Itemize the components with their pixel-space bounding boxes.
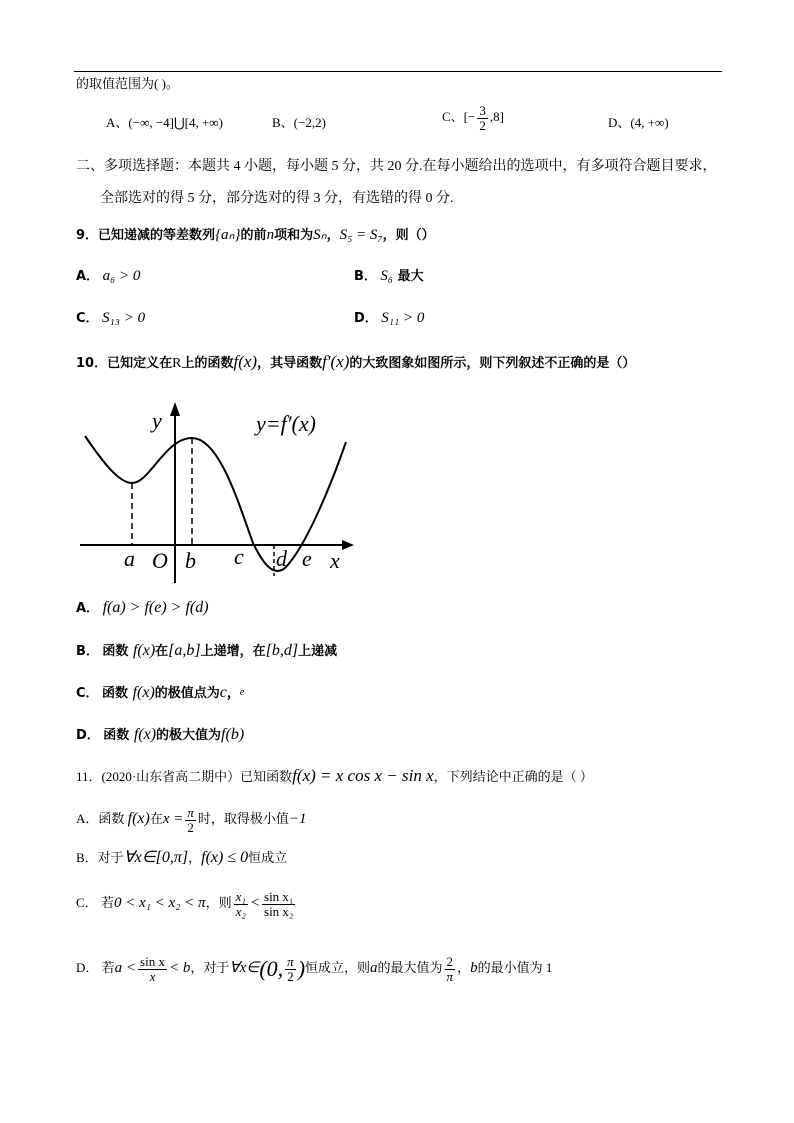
q11-option-d: D． 若a < $\frac{\text{sin x}}{x}$ < b，对于∀x∈(0, $\frac{\pi}{2}$ )恒成立，则a的最大值为 $\frac{2}{\pi}$ ，b的最小值为 1 (76, 954, 553, 984)
tick-label-a: a (124, 546, 135, 571)
y-label: y (152, 408, 162, 433)
header-rule (74, 71, 722, 72)
tick-label-e: e (302, 546, 312, 571)
q11-option-c: C． 若0 < x₁ < x₂ < π，则 $\frac{\text{x₁}}{\text{x₂}}$ < $\frac{\text{sin x₁}}{\text{sin x₂}}$ (76, 889, 294, 919)
section2-line2: 全部选对的得 5 分，部分选对的得 3 分，有选错的得 0 分. (100, 191, 454, 206)
y-axis-arrow (170, 402, 180, 416)
q9-option-c: C． S₁₃ > 0 (76, 310, 146, 326)
q8-option-b: B、(−2,2) (272, 115, 326, 130)
tick-label-c: c (234, 544, 244, 569)
x-axis-arrow (342, 540, 354, 550)
tick-label-d: d (276, 546, 287, 571)
q10-stem: 10．已知定义在R上的函数f(x)，其导函数f′(x)的大致图象如图所示，则下列叙述不正确的是（） (76, 352, 636, 371)
q9-option-d: D． S₁₁ > 0 (354, 310, 425, 326)
tick-label-origin: O (152, 548, 168, 573)
q8-option-c: C、[− $\frac{3}{2}$ ,8] (442, 103, 504, 133)
q9-stem: 9．已知递减的等差数列{aₙ}的前n项和为Sₙ，S₅ = S₇，则（） (76, 227, 435, 243)
section2-line1: 二、多项选择题：本题共 4 小题，每小题 5 分，共 20 分.在每小题给出的选项中，有多项符合题目要求， (76, 159, 717, 174)
q10-option-b: B． 函数 f(x)在[a,b]上递增，在[b,d]上递减 (76, 642, 338, 659)
q8-stem-end: 的取值范围为( )。 (76, 76, 179, 91)
q10-option-a: A． f(a) > f(e) > f(d) (76, 599, 209, 616)
q9-option-b: B． S₆ 最大 (354, 268, 424, 284)
curve-label: y=f′(x) (256, 411, 316, 436)
q10-option-d: D． 函数 f(x)的极大值为f(b) (76, 726, 245, 743)
tick-label-b: b (185, 548, 196, 573)
x-label: x (330, 548, 340, 573)
derivative-graph (80, 398, 360, 588)
q11-option-a: A．函数 f(x)在x = $\frac{\pi}{2}$ 时，取得极小值−1 (76, 805, 307, 835)
q10-option-c: C． 函数 f(x)的极值点为c，$^e$ (76, 684, 245, 701)
q11-stem: 11．(2020·山东省高二期中）已知函数f(x) = x cos x − sin x，下列结论中正确的是（ ） (76, 766, 593, 785)
q11-option-b: B．对于∀x∈[0,π]，f(x) ≤ 0恒成立 (76, 849, 288, 866)
q9-option-a: A． a₆ > 0 (76, 268, 141, 284)
q8-option-d: D、(4, +∞) (608, 115, 669, 130)
q8-option-a: A、(−∞, −4]⋃[4, +∞) (106, 115, 223, 130)
